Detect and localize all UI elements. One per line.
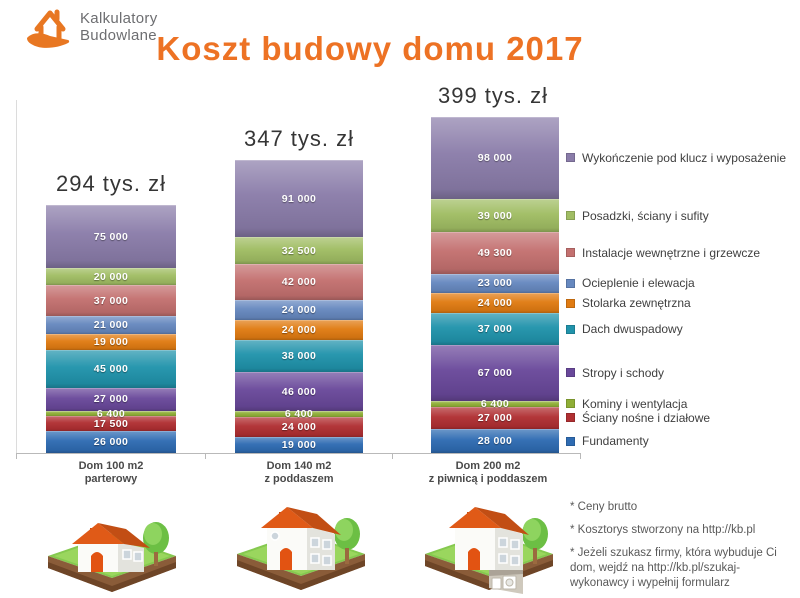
segment-value-label: 26 000 [93,436,129,449]
bar-segment [46,350,176,388]
segment-value-label: 19 000 [281,438,317,451]
bar-segment [431,199,559,232]
bar-segment [431,274,559,293]
segment-value-label: 28 000 [477,435,513,448]
chart-legend [566,0,800,460]
page-title: Koszt budowy domu 2017 [156,30,584,67]
segment-value-label: 6 400 [480,397,510,410]
legend-item [566,397,687,411]
bar-segment [235,237,363,264]
segment-value-label: 75 000 [93,230,129,243]
legend-item [566,209,709,223]
legend-item [566,411,710,425]
legend-label: Fundamenty [582,434,649,449]
bar-segment [235,408,363,420]
legend-item [566,296,691,310]
segment-value-label: 39 000 [477,209,513,222]
bar-segment [46,407,176,420]
bar-segment [46,285,176,316]
logo-line1: Kalkulatory [80,10,158,27]
segment-value-label: 32 500 [281,244,317,257]
segment-value-label: 24 000 [477,297,513,310]
bar-segment [431,232,559,274]
bar-segment [235,372,363,411]
segment-value-label: 91 000 [281,192,317,205]
bar-segment [46,334,176,350]
legend-swatch [566,399,575,408]
category-label-line: z poddaszem [264,473,334,485]
category-label-line: Dom 140 m2 [266,460,332,472]
segment-value-label: 42 000 [281,276,317,289]
legend-item [566,434,649,448]
bar-total-label-1: 294 tys. zł [55,170,167,196]
category-label-line: z piwnicą i poddaszem [428,473,548,485]
segment-value-label: 67 000 [477,366,513,379]
legend-swatch [566,413,575,422]
legend-swatch [566,325,575,334]
y-axis-line [16,100,17,453]
footnote-2: * Kosztorys stworzony na http://kb.pl [570,524,756,536]
bar-total-label-2: 347 tys. zł [243,126,355,152]
footnote-3: * Jeżeli szukasz firmy, która wybuduje Ci dom, wejdź na http://kb.pl/szukaj-wykonawcy i wypełnij formularz [570,547,777,589]
segment-value-label: 27 000 [477,411,513,424]
category-label-2 [214,460,384,486]
bar-segment [431,117,559,200]
footnote-1: * Ceny brutto [570,501,638,513]
bar-segment [46,431,176,453]
legend-swatch [566,437,575,446]
legend-label: Posadzki, ściany i sufity [582,208,709,223]
category-label-line: Dom 200 m2 [455,460,521,472]
legend-item [566,151,786,165]
segment-value-label: 24 000 [281,304,317,317]
house-illustration-parterowy [30,490,195,598]
legend-item [566,322,683,336]
legend-item [566,276,695,290]
legend-label: Instalacje wewnętrzne i grzewcze [582,245,761,260]
legend-label: Wykończenie pod klucz i wyposażenie [582,150,786,165]
legend-label: Stropy i schody [582,365,665,380]
category-label-3 [403,460,573,486]
bar-segment [46,316,176,334]
axis-tick [205,453,206,459]
bar-segment [235,264,363,299]
bar-segment [431,429,559,453]
bar-segment [46,268,176,285]
legend-swatch [566,248,575,257]
segment-value-label: 45 000 [93,363,129,376]
legend-swatch [566,279,575,288]
legend-label: Ocieplenie i elewacja [582,276,695,291]
footnotes [570,500,795,598]
segment-value-label: 98 000 [477,151,513,164]
bar-segment [235,320,363,340]
legend-label: Kominy i wentylacja [582,396,688,411]
segment-value-label: 21 000 [93,319,129,332]
legend-swatch [566,211,575,220]
bar-segment [431,397,559,410]
bar-segment [235,340,363,372]
category-label-1 [26,460,196,486]
legend-swatch [566,368,575,377]
segment-value-label: 38 000 [281,350,317,363]
x-axis-line [16,453,580,454]
segment-value-label: 23 000 [477,277,513,290]
bar-segment [235,300,363,320]
segment-value-label: 17 500 [93,417,129,430]
legend-swatch [566,299,575,308]
legend-item [566,366,664,380]
segment-value-label: 46 000 [281,385,317,398]
bar-segment [431,293,559,313]
bar-segment [431,313,559,344]
legend-label: Dach dwuspadowy [582,322,683,337]
segment-value-label: 27 000 [93,393,129,406]
bar-segment [46,205,176,268]
segment-value-label: 24 000 [281,324,317,337]
segment-value-label: 6 400 [96,407,126,420]
legend-item [566,246,760,260]
axis-tick [16,453,17,459]
logo-line2: Budowlane [80,27,157,44]
legend-label: Ściany nośne i działowe [582,410,711,425]
bar-total-label-3: 399 tys. zł [437,82,549,108]
house-illustration-z-poddaszem [219,488,384,598]
segment-value-label: 20 000 [93,270,129,283]
bar-segment [431,407,559,430]
segment-value-label: 19 000 [93,336,129,349]
segment-value-label: 49 300 [477,246,513,259]
legend-label: Stolarka zewnętrzna [582,296,691,311]
axis-tick [392,453,393,459]
category-label-line: parterowy [84,473,138,485]
segment-value-label: 24 000 [281,420,317,433]
segment-value-label: 37 000 [477,323,513,336]
bar-segment [235,160,363,237]
house-illustration-z-piwnica [407,488,572,598]
bar-segment [235,437,363,453]
segment-value-label: 37 000 [93,294,129,307]
bar-segment [431,345,559,402]
segment-value-label: 6 400 [284,408,314,420]
category-label-line: Dom 100 m2 [78,460,144,472]
legend-swatch [566,153,575,162]
